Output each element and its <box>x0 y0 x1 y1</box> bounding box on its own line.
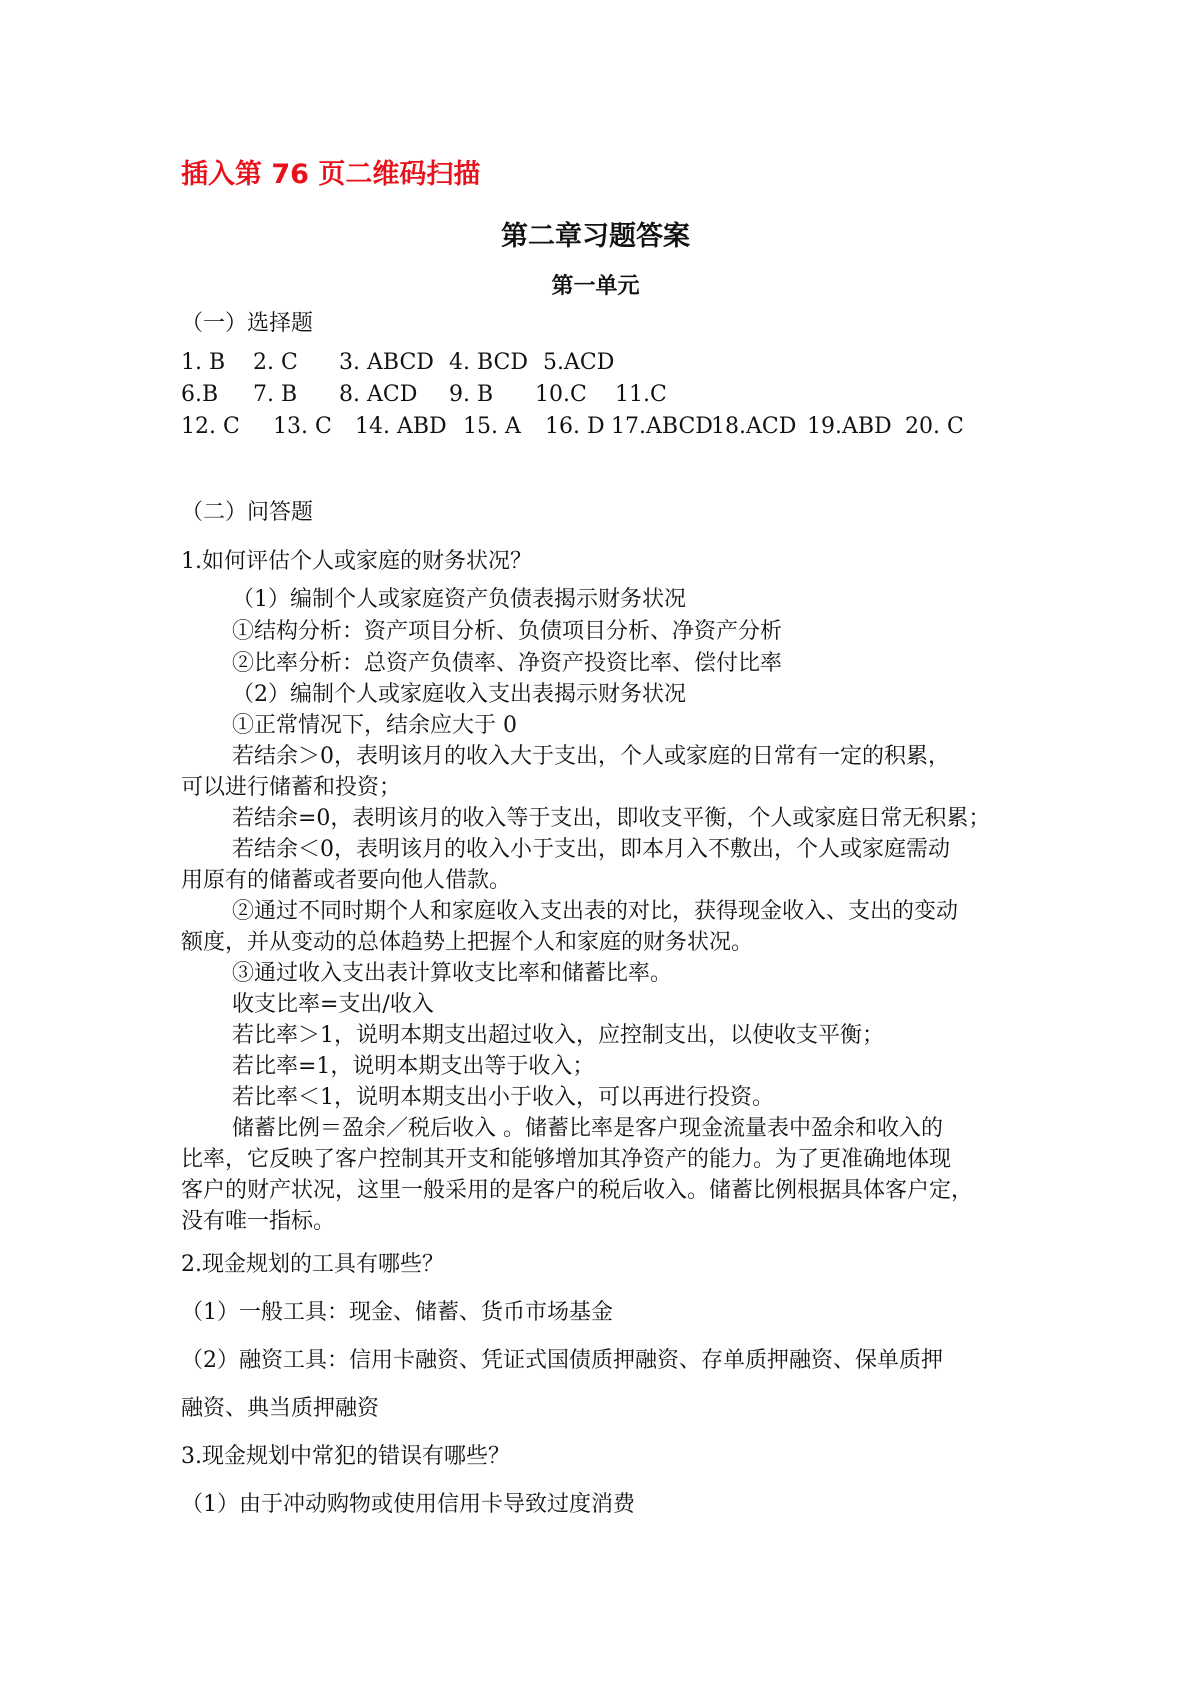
answer-line: （2）融资工具：信用卡融资、凭证式国债质押融资、存单质押融资、保单质押 <box>181 1348 943 1373</box>
answer-item: 7. B <box>253 382 298 407</box>
question-2: 2.现金规划的工具有哪些？ <box>181 1252 444 1277</box>
answer-line: （1）编制个人或家庭资产负债表揭示财务状况 <box>232 587 686 612</box>
answer-line: ③通过收入支出表计算收支比率和储蓄比率。 <box>232 961 673 986</box>
chapter-title: 第二章习题答案 <box>501 221 690 252</box>
answer-line: 融资、典当质押融资 <box>181 1396 380 1421</box>
answer-line: ①正常情况下，结余应大于 0 <box>232 713 517 738</box>
answer-item: 9. B <box>449 382 494 407</box>
answer-line: 若结余＞0，表明该月的收入大于支出，个人或家庭的日常有一定的积累， <box>232 744 950 769</box>
answer-item: 2. C <box>253 350 298 375</box>
answer-item: 20. C <box>905 414 964 439</box>
answer-item: 3. ABCD <box>339 350 434 375</box>
answer-line: 额度，并从变动的总体趋势上把握个人和家庭的财务状况。 <box>181 930 754 955</box>
answer-row-2 <box>181 380 667 410</box>
answer-item: 10.C <box>535 382 587 407</box>
qr-insert-note: 插入第 76 页二维码扫描 <box>181 159 481 190</box>
answer-line: ②比率分析：总资产负债率、净资产投资比率、偿付比率 <box>232 651 783 676</box>
answer-item: 6.B <box>181 382 219 407</box>
question-1: 1.如何评估个人或家庭的财务状况？ <box>181 549 532 574</box>
unit-title: 第一单元 <box>551 274 640 299</box>
answer-item: 11.C <box>615 382 667 407</box>
answer-line: 用原有的储蓄或者要向他人借款。 <box>181 868 512 893</box>
answer-line: ①结构分析：资产项目分析、负债项目分析、净资产分析 <box>232 619 783 644</box>
answer-line: 比率，它反映了客户控制其开支和能够增加其净资产的能力。为了更准确地体现 <box>181 1147 952 1172</box>
qa-section-heading: （二）问答题 <box>181 500 314 525</box>
answer-item: 17.ABCD <box>611 414 713 439</box>
answer-item: 8. ACD <box>339 382 418 407</box>
answer-line: 收支比率=支出/收入 <box>232 992 434 1017</box>
answer-item: 13. C <box>273 414 332 439</box>
answer-line: 若结余＜0，表明该月的收入小于支出，即本月入不敷出，个人或家庭需动 <box>232 837 950 862</box>
answer-line: 若比率＜1，说明本期支出小于收入，可以再进行投资。 <box>232 1085 774 1110</box>
answer-line: 客户的财产状况，这里一般采用的是客户的税后收入。储蓄比例根据具体客户定， <box>181 1178 974 1203</box>
answer-line: （1）一般工具：现金、储蓄、货币市场基金 <box>181 1300 613 1325</box>
answer-item: 14. ABD <box>355 414 447 439</box>
answer-item: 19.ABD <box>807 414 892 439</box>
answer-item: 5.ACD <box>543 350 615 375</box>
answer-line: ②通过不同时期个人和家庭收入支出表的对比，获得现金收入、支出的变动 <box>232 899 959 924</box>
answer-line: 储蓄比例＝盈余／税后收入 。储蓄比率是客户现金流量表中盈余和收入的 <box>232 1116 943 1141</box>
question-3: 3.现金规划中常犯的错误有哪些？ <box>181 1444 510 1469</box>
choice-section-heading: （一）选择题 <box>181 311 314 336</box>
answer-line: 若比率=1，说明本期支出等于收入； <box>232 1054 595 1079</box>
answer-item: 4. BCD <box>449 350 529 375</box>
answer-line: （1）由于冲动购物或使用信用卡导致过度消费 <box>181 1492 635 1517</box>
answer-item: 1. B <box>181 350 226 375</box>
answer-row-3 <box>181 412 964 442</box>
answer-item: 12. C <box>181 414 240 439</box>
answer-line: 若结余=0，表明该月的收入等于支出，即收支平衡，个人或家庭日常无积累； <box>232 806 991 831</box>
answer-line: 可以进行储蓄和投资； <box>181 775 402 800</box>
answer-line: 没有唯一指标。 <box>181 1209 336 1234</box>
answer-line: （2）编制个人或家庭收入支出表揭示财务状况 <box>232 682 686 707</box>
answer-item: 18.ACD <box>711 414 797 439</box>
answer-line: 若比率＞1，说明本期支出超过收入，应控制支出，以使收支平衡； <box>232 1023 884 1048</box>
answer-item: 16. D <box>545 414 605 439</box>
answer-row-1 <box>181 348 614 378</box>
answer-item: 15. A <box>463 414 521 439</box>
